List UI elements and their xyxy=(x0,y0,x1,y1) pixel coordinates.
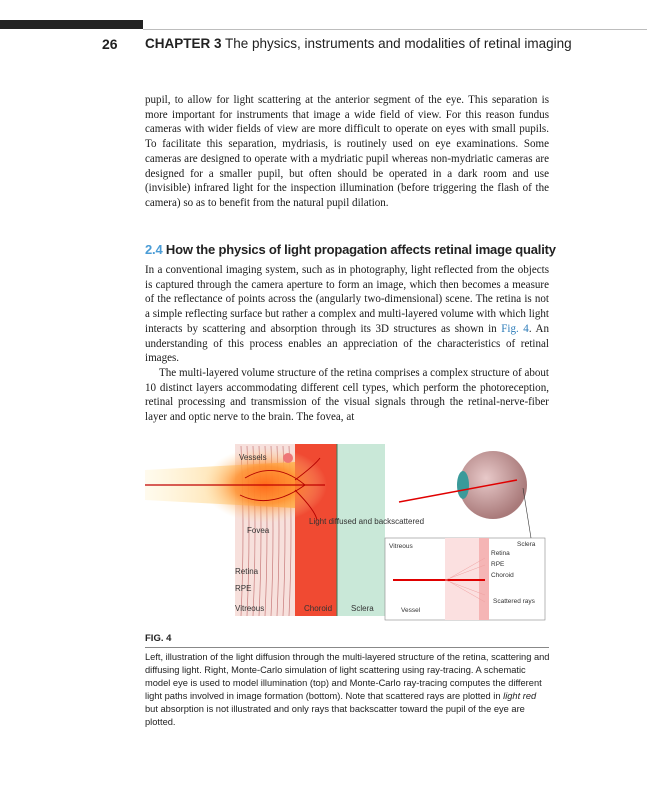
running-header xyxy=(145,36,572,51)
label-sclera: Sclera xyxy=(351,604,374,613)
body-paragraph-3: The multi-layered volume structure of the retina comprises a complex structure of about 10 distinct layers accommodating different cell types, which perform the photoreception, retinal processing and transmission of the visual signals through the retinal-nerve-fiber layer and optic nerve to the brain. The fovea, at xyxy=(145,367,549,424)
caption-text: Left, illustration of the light diffusion through the multi-layered structure of the retina, scattering and diffusing light. Right, Monte-Carlo simulation of light scattering using ray-tracing. A schematic model eye is used to model illumination (top) and Monte-Carlo ray-tracing computes the different light paths involved in image formation (bottom). Note that scattered rays are plotted in xyxy=(145,652,550,702)
chapter-label: CHAPTER 3 xyxy=(145,36,222,51)
label-fovea: Fovea xyxy=(247,526,270,535)
label-retina: Retina xyxy=(235,567,259,576)
body-paragraph-2 xyxy=(145,263,549,366)
inset-label-retina: Retina xyxy=(491,550,510,557)
inset-label-choroid: Choroid xyxy=(491,572,514,579)
left-panel-diagram xyxy=(145,444,424,616)
figure-4-illustration xyxy=(145,440,549,625)
section-heading xyxy=(145,242,556,257)
right-panel-diagram xyxy=(385,451,545,620)
vessel-cross-section xyxy=(283,453,293,463)
label-vitreous: Vitreous xyxy=(235,604,265,613)
inset-label-vessel: Vessel xyxy=(401,607,421,614)
figure-caption xyxy=(145,651,551,730)
caption-rule xyxy=(145,647,549,648)
label-choroid: Choroid xyxy=(304,604,333,613)
inset-label-scattered-rays: Scattered rays xyxy=(493,598,535,605)
page-number: 26 xyxy=(102,36,118,52)
section-title: How the physics of light propagation affects retinal image quality xyxy=(165,242,556,257)
section-number: 2.4 xyxy=(145,242,163,257)
header-rule xyxy=(143,29,647,30)
body-paragraph-1: pupil, to allow for light scattering at the anterior segment of the eye. This separation is more important for instruments that image a wide field of view. For this reason fundus cameras with wider fields of view are more difficult to operate on eyes with small pupils. To facilitate this separation, mydriasis, is routinely used on eye examinations. Some cameras are designed to operate with a mydriatic pupil whereas non-mydriatic cameras are designed for a smaller pupil, but often should be operated in a dark room and use (invisible) infrared light for the inspection illumination (before triggering the flash of the camera) so as to benefit from the natural pupil dilation. xyxy=(145,94,549,209)
inset-label-sclera: Sclera xyxy=(517,541,536,548)
figure-4-link[interactable]: Fig. 4 xyxy=(501,322,529,335)
header-bar xyxy=(0,20,143,29)
paragraph-2-text: In a conventional imaging system, such as in photography, light reflected from the objects is captured through the camera aperture to form an image, which then becomes a measure of the reflectance of points across the (angularly two-dimensional) scene. The retina is not a simple reflecting surface but rather a complex and multi-layered volume with which light interacts by scattering and absorption through its 3D structures as shown in xyxy=(145,264,549,335)
inset-label-vitreous: Vitreous xyxy=(389,543,413,550)
inset-label-rpe: RPE xyxy=(491,561,505,568)
figure-label: FIG. 4 xyxy=(145,633,172,644)
caption-italic: light red xyxy=(503,691,537,702)
label-rpe: RPE xyxy=(235,584,252,593)
sclera-layer xyxy=(337,444,385,616)
label-light-diffused: Light diffused and backscattered xyxy=(309,517,425,526)
caption-text-end: but absorption is not illustrated and only rays that backscatter toward the pupil of the eye are plotted. xyxy=(145,704,525,728)
chapter-title: The physics, instruments and modalities of retinal imaging xyxy=(225,36,572,51)
paragraph-2-text-end: . An understanding of this process enables an appreciation of the characteristics of retinal images. xyxy=(145,322,549,365)
model-eye-lens xyxy=(457,471,469,499)
label-vessels: Vessels xyxy=(239,453,267,462)
